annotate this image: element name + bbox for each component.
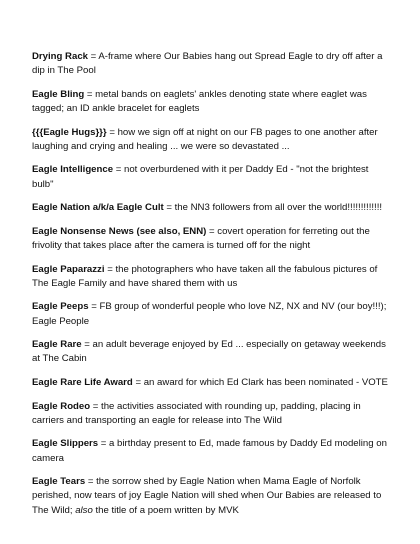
glossary-term: Eagle Rare Life Award	[32, 376, 133, 388]
glossary-entry-eagle-bling	[32, 88, 392, 116]
glossary-definition: = the sorrow shed by Eagle Nation when Mama Eagle of Norfolk perished, now tears of joy Eagle Nation will shed when Our Babies are released to The Wild;	[32, 476, 382, 516]
glossary-term: Eagle Slippers	[32, 438, 99, 450]
glossary-entry-eagle-nonsense-news	[32, 225, 392, 253]
glossary-entry-eagle-nation	[32, 201, 392, 215]
glossary-term: Eagle Tears	[32, 476, 86, 488]
glossary-definition: = the activities associated with rounding up, padding, placing in carriers and transporting an eagle for release into The Wild	[32, 400, 361, 426]
glossary-term: Eagle Rare	[32, 339, 82, 351]
glossary-term: Eagle Bling	[32, 88, 85, 100]
glossary-entry-eagle-paparazzi	[32, 263, 392, 291]
glossary-term: Eagle Nonsense News (see also, ENN)	[32, 225, 207, 237]
glossary-term: {{{Eagle Hugs}}}	[32, 126, 107, 138]
glossary-entry-eagle-rare-life-award	[32, 376, 392, 390]
glossary-definition: = the NN3 followers from all over the world!!!!!!!!!!!!!	[163, 202, 383, 214]
glossary-emphasis: also	[75, 504, 93, 516]
glossary-definition: = not overburdened with it per Daddy Ed - "not the brightest bulb"	[32, 164, 369, 190]
glossary-definition: = the photographers who have taken all the fabulous pictures of The Eagle Family and have shared them with us	[32, 263, 378, 289]
glossary-list	[32, 50, 392, 527]
glossary-definition: = covert operation for ferreting out the frivolity that takes place after the camera is turned off for the night	[32, 225, 370, 251]
glossary-entry-eagle-rare	[32, 338, 392, 366]
glossary-entry-eagle-hugs	[32, 126, 392, 154]
glossary-term: Eagle Rodeo	[32, 400, 91, 412]
glossary-entry-drying-rack	[32, 50, 392, 78]
glossary-entry-eagle-slippers	[32, 437, 392, 465]
glossary-entry-eagle-tears	[32, 475, 392, 518]
glossary-term: Eagle Peeps	[32, 301, 89, 313]
glossary-term: Eagle Nation a/k/a Eagle Cult	[32, 202, 164, 214]
glossary-definition: = A-frame where Our Babies hang out Spread Eagle to dry off after a dip in The Pool	[32, 51, 383, 77]
glossary-term: Drying Rack	[32, 51, 88, 62]
glossary-definition: = a birthday present to Ed, made famous by Daddy Ed modeling on camera	[32, 438, 387, 464]
glossary-definition-tail: the title of a poem written by MVK	[92, 504, 239, 516]
glossary-entry-eagle-intelligence	[32, 163, 392, 191]
glossary-definition: = metal bands on eaglets' ankles denoting state where eaglet was tagged; an ID ankle bracelet for eaglets	[32, 88, 367, 114]
glossary-entry-eagle-peeps	[32, 300, 392, 328]
glossary-definition: = how we sign off at night on our FB pages to one another after laughing and crying and healing ... we were so devastated ...	[32, 126, 378, 152]
glossary-term: Eagle Paparazzi	[32, 263, 105, 275]
glossary-entry-eagle-rodeo	[32, 400, 392, 428]
glossary-definition: = an award for which Ed Clark has been nominated - VOTE	[132, 376, 388, 388]
glossary-definition: = FB group of wonderful people who love NZ, NX and NV (our boy!!!); Eagle People	[32, 301, 387, 327]
glossary-term: Eagle Intelligence	[32, 164, 114, 176]
glossary-definition: = an adult beverage enjoyed by Ed ... especially on getaway weekends at The Cabin	[32, 339, 386, 365]
